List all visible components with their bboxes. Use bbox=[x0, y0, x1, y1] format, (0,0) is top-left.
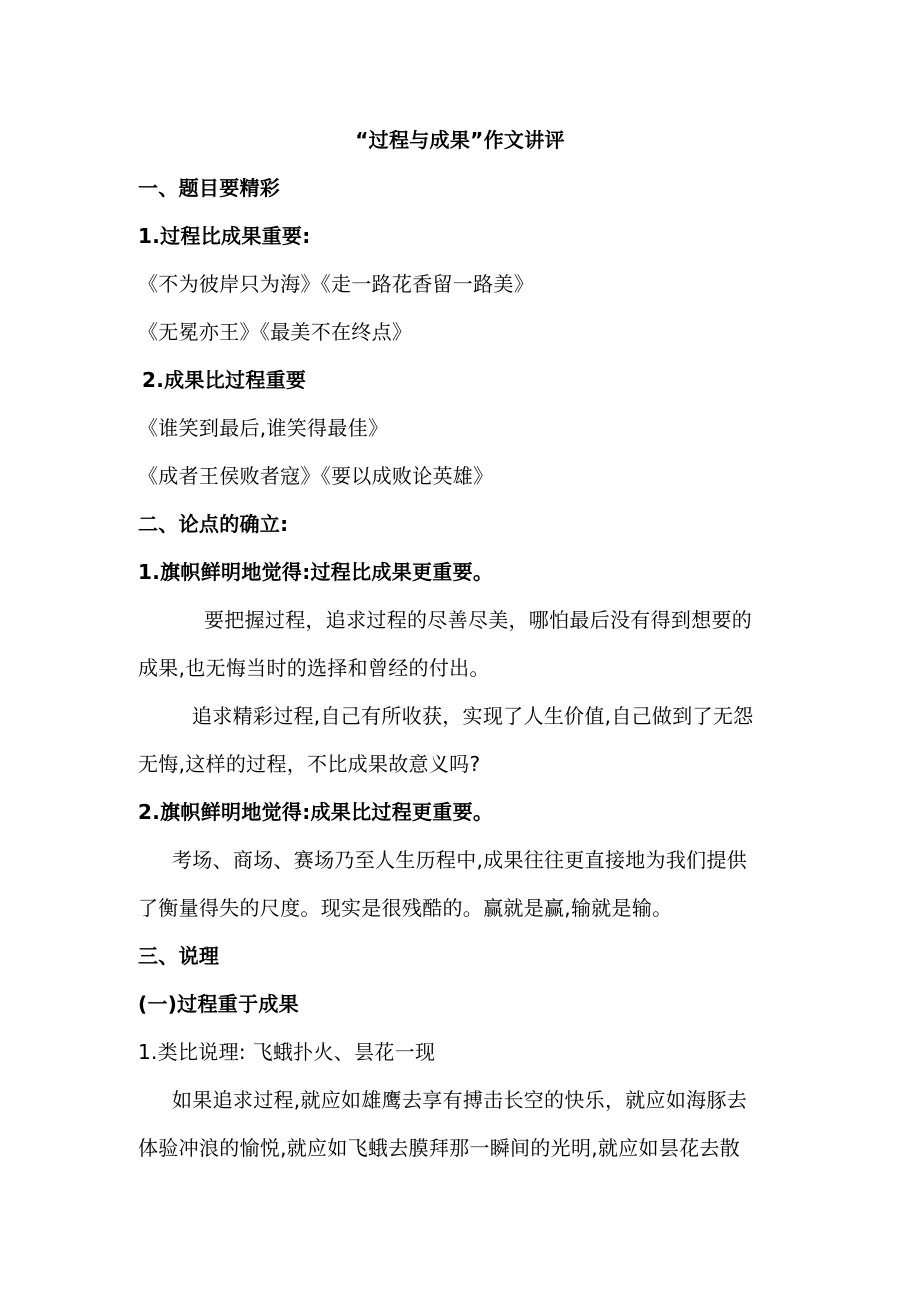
paragraph-line: 如果追求过程,就应如雄鹰去享有搏击长空的快乐，就应如海豚去 bbox=[172, 1088, 748, 1112]
page-title: “过程与成果”作文讲评 bbox=[355, 128, 565, 152]
subheading-1-2: 2.成果比过程重要 bbox=[142, 368, 307, 392]
subheading-2-2: 2.旗帜鲜明地觉得:成果比过程更重要。 bbox=[138, 800, 494, 824]
list-item: 1.类比说理: 飞蛾扑火、昙花一现 bbox=[138, 1040, 436, 1064]
essay-titles-line-3: 《谁笑到最后,谁笑得最佳》 bbox=[138, 416, 389, 440]
paragraph-line: 了衡量得失的尺度。现实是很残酷的。赢就是赢,输就是输。 bbox=[138, 896, 673, 920]
section-heading-3: 三、说理 bbox=[138, 944, 220, 968]
paragraph-line: 考场、商场、赛场乃至人生历程中,成果往往更直接地为我们提供 bbox=[172, 848, 748, 872]
essay-titles-line-2: 《无冕亦王》《最美不在终点》 bbox=[138, 320, 413, 344]
subheading-2-1: 1.旗帜鲜明地觉得:过程比成果更重要。 bbox=[138, 560, 494, 584]
paragraph-line: 要把握过程，追求过程的尽善尽美，哪怕最后没有得到想要的 bbox=[204, 608, 753, 632]
paragraph-line: 成果,也无悔当时的选择和曾经的付出。 bbox=[138, 656, 490, 680]
essay-titles-line-4: 《成者王侯败者寇》《要以成败论英雄》 bbox=[138, 464, 494, 488]
paragraph-line: 无悔,这样的过程，不比成果故意义吗? bbox=[138, 752, 481, 776]
subheading-1-1: 1.过程比成果重要: bbox=[138, 224, 311, 248]
subheading-3-1: (一)过程重于成果 bbox=[138, 992, 299, 1016]
section-heading-2: 二、论点的确立: bbox=[138, 512, 289, 536]
section-heading-1: 一、题目要精彩 bbox=[138, 176, 281, 200]
essay-titles-line-1: 《不为彼岸只为海》《走一路花香留一路美》 bbox=[138, 272, 534, 296]
paragraph-line: 体验冲浪的愉悦,就应如飞蛾去膜拜那一瞬间的光明,就应如昙花去散 bbox=[138, 1136, 741, 1160]
paragraph-line: 追求精彩过程,自己有所收获，实现了人生价值,自己做到了无怨 bbox=[192, 704, 754, 728]
